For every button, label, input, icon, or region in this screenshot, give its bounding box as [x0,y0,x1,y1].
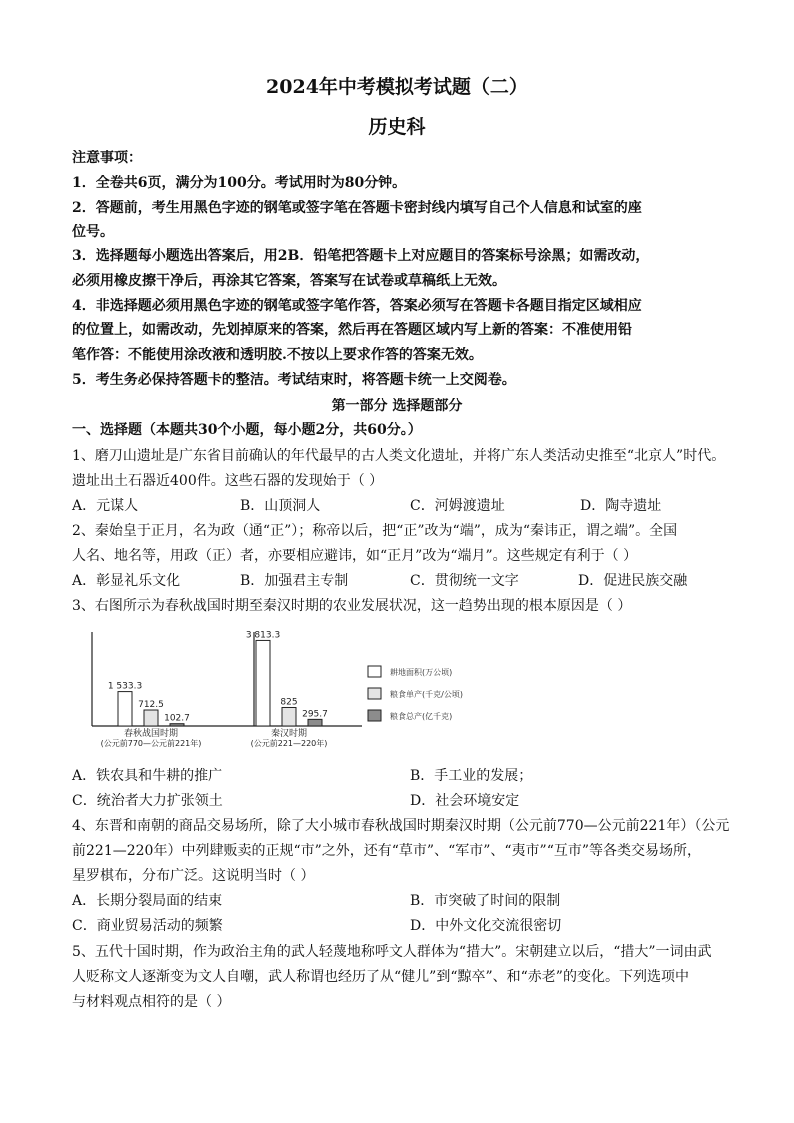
q1-option-c[interactable]: C．河姆渡遗址 [410,498,505,514]
subject-title: 历史科 [368,116,426,138]
notice-line: 3．选择题每小题选出答案后，用2B．铅笔把答题卡上对应题目的答案标号涂黑；如需改动， [72,248,650,264]
q3-option-b[interactable]: B．手工业的发展； [410,768,533,784]
bar-value-label: 102.7 [164,713,190,724]
q1-option-d[interactable]: D．陶寺遗址 [580,498,662,514]
q2-stem: 2、秦始皇于正月，名为政（通“正”）；称帝以后，把“正”改为“端”，成为“秦讳正，谓之端”。全国 [72,523,678,539]
category-sublabel: (公元前221—220年) [250,739,328,748]
category-sublabel: (公元前770—公元前221年) [100,739,202,748]
q1-option-a[interactable]: A．元谋人 [72,498,139,514]
notice-line: 1．全卷共6页，满分为100分。考试用时为80分钟。 [72,175,407,191]
q1-option-b[interactable]: B．山顶洞人 [240,498,321,514]
q1-stem: 遗址出土石器近400件。这些石器的发现始于（ ） [72,473,384,489]
legend-label: 耕地面积(万公顷) [390,668,453,677]
chart-bar [256,640,270,726]
q2-stem: 人名、地名等，用政（正）者，亦要相应避讳，如“正月”改为“端月”。这些规定有利于（ ） [72,548,638,564]
q4-stem: 星罗棋布，分布广泛。这说明当时（ ） [72,868,315,884]
q5-stem: 人贬称文人逐渐变为文人自嘲，武人称谓也经历了从“健儿”到“黥卒”、和“赤老”的变化。下列选项中 [72,969,689,985]
q4-stem: 前221—220年）中列肆贩卖的正规“市”之外，还有“草市”、“军市”、“夷市”“互市”等各类交易场所， [72,843,702,859]
bar-value-label: 825 [280,697,298,708]
chart-bar [118,692,132,726]
q2-option-d[interactable]: D．促进民族交融 [578,573,688,589]
category-label: 春秋战国时期 [123,729,179,739]
bar-value-label: 1 533.3 [107,681,143,692]
bar-value-label: 712.5 [138,700,164,711]
chart-bar [144,710,158,726]
legend-label: 粮食总产(亿千克) [390,712,453,721]
notice-line: 5．考生务必保持答题卡的整洁。考试结束时，将答题卡统一上交阅卷。 [72,372,516,388]
q2-option-b[interactable]: B．加强君主专制 [240,573,349,589]
q4-option-a[interactable]: A．长期分裂局面的结束 [72,893,223,909]
part-title: 第一部分 选择题部分 [331,398,463,414]
q3-stem: 3、右图所示为春秋战国时期至秦汉时期的农业发展状况，这一趋势出现的根本原因是（ ） [72,598,632,614]
q3-option-d[interactable]: D．社会环境安定 [410,793,520,809]
q3-option-a[interactable]: A．铁农具和牛耕的推广 [72,768,223,784]
q1-stem: 1、磨刀山遗址是广东省目前确认的年代最早的古人类文化遗址，并将广东人类活动史推至“北京人”时代。 [72,448,726,464]
q3-option-c[interactable]: C．统治者大力扩张领土 [72,793,223,809]
legend-swatch [368,666,381,677]
chart-bar [308,719,322,726]
notice-line: 2．答题前，考生用黑色字迹的钢笔或签字笔在答题卡密封线内填写自己个人信息和试室的座 [72,200,642,216]
legend-swatch [368,710,381,721]
legend-swatch [368,688,381,699]
category-label: 秦汉时期 [270,729,308,739]
notice-line: 笔作答：不能使用涂改液和透明胶.不按以上要求作答的答案无效。 [72,347,483,363]
q5-stem: 5、五代十国时期，作为政治主角的武人轻蔑地称呼文人群体为“措大”。宋朝建立以后，“措大”一词由武 [72,944,712,960]
q4-stem: 4、东晋和南朝的商品交易场所，除了大小城市春秋战国时期秦汉时期（公元前770—公元前221年）（公元 [72,818,730,834]
exam-title: 2024年中考模拟考试题（二） [266,76,528,98]
bar-value-label: 3 813.3 [245,630,281,641]
q4-option-c[interactable]: C．商业贸易活动的频繁 [72,918,223,934]
q2-option-a[interactable]: A．彰显礼乐文化 [72,573,181,589]
q5-stem: 与材料观点相符的是（ ） [72,994,231,1010]
chart-bar [170,724,184,726]
notice-line: 4．非选择题必须用黑色字迹的钢笔或签字笔作答，答案必须写在答题卡各题目指定区域相应 [72,298,642,314]
chart-bar [282,707,296,726]
legend-label: 粮食单产(千克/公顷) [390,690,463,699]
q4-option-b[interactable]: B．市突破了时间的限制 [410,893,561,909]
notice-line: 必须用橡皮擦干净后，再涂其它答案，答案写在试卷或草稿纸上无效。 [72,273,506,289]
notice-line: 的位置上，如需改动，先划掉原来的答案，然后再在答题区域内写上新的答案：不准使用铅 [72,322,632,338]
notice-line: 位号。 [72,224,114,240]
bar-value-label: 295.7 [302,709,328,720]
notice-heading: 注意事项： [72,150,142,166]
q2-option-c[interactable]: C．贯彻统一文字 [410,573,519,589]
q4-option-d[interactable]: D．中外文化交流很密切 [410,918,562,934]
section-heading: 一、选择题（本题共30个小题，每小题2分，共60分。） [72,422,422,438]
agriculture-bar-chart [70,622,510,754]
